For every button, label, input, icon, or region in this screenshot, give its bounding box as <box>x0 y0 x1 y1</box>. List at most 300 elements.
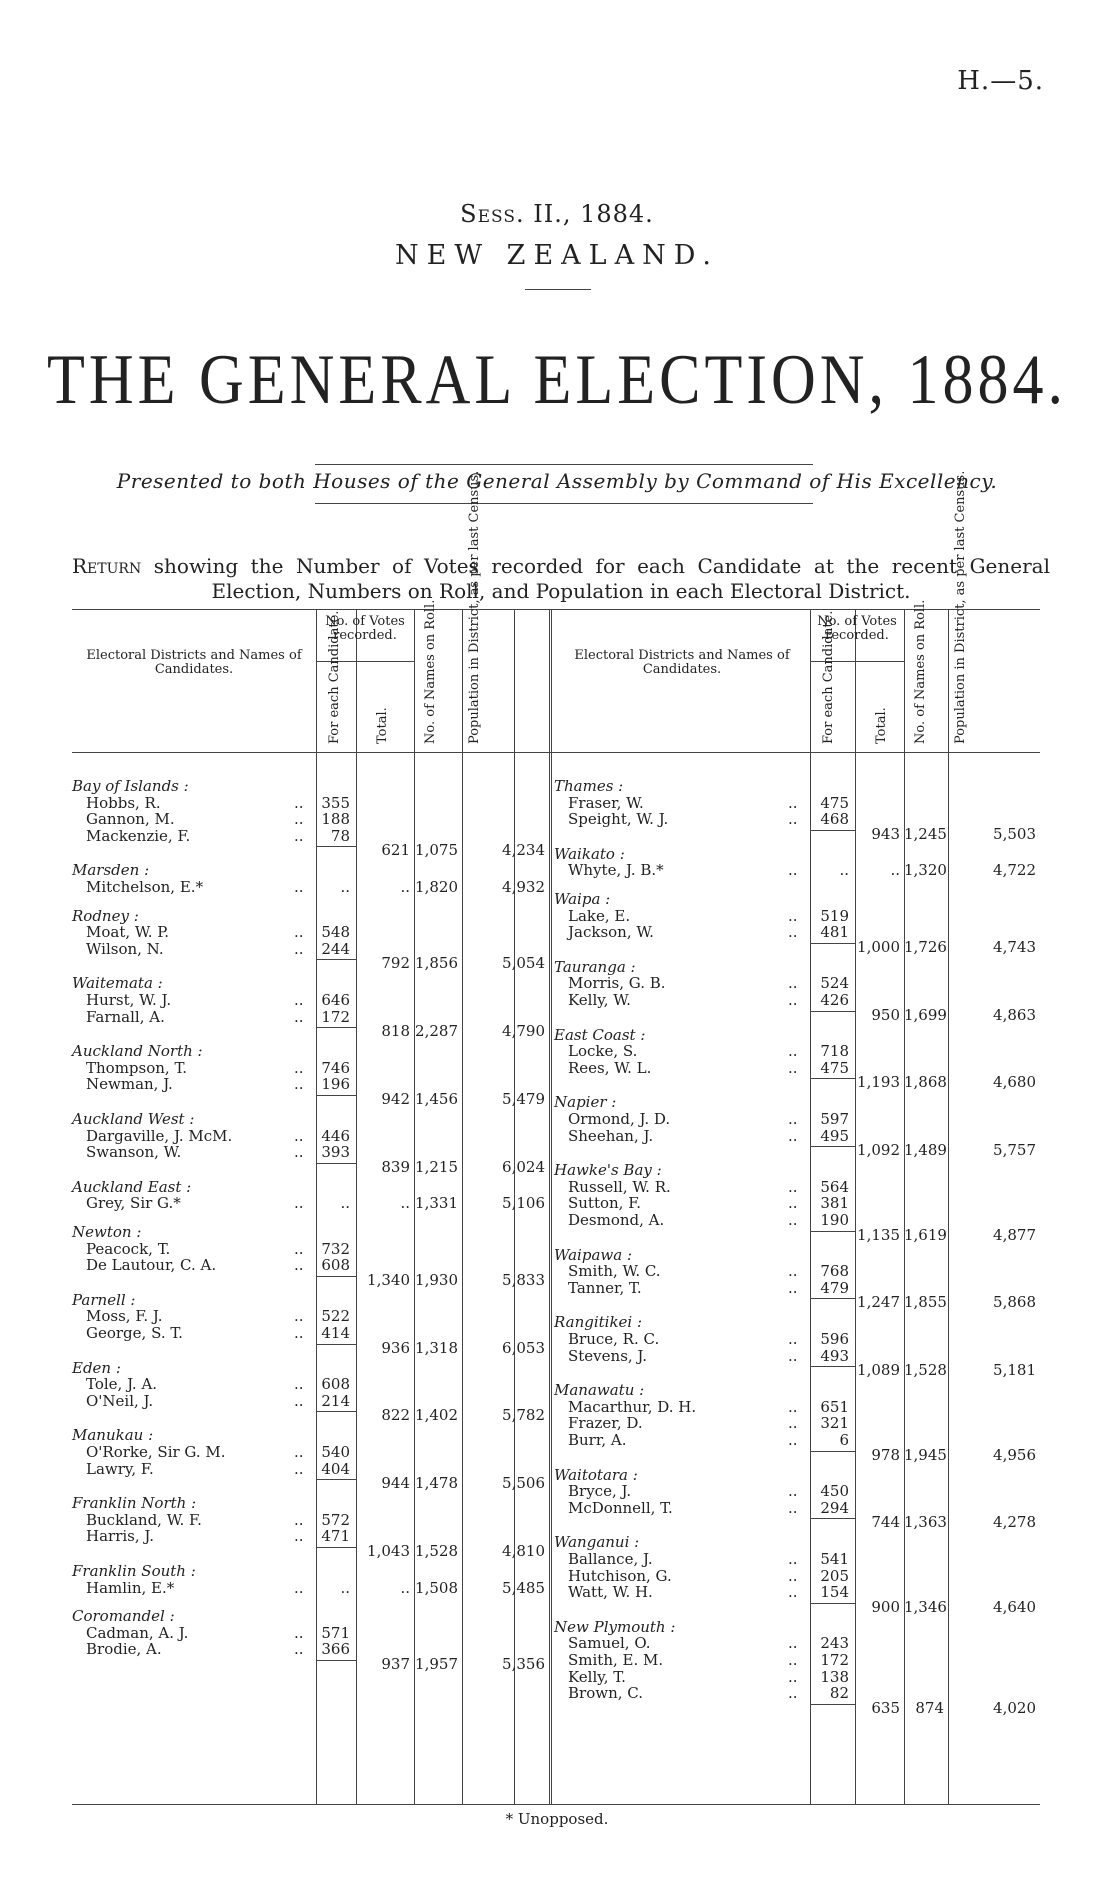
left-for-each-header: For each Candidate. <box>327 610 342 744</box>
table-bottom-rule <box>72 1804 1040 1805</box>
divider-bottom <box>315 503 813 504</box>
right-group-6-candidate-0: Russell, W. R. <box>568 1177 671 1196</box>
left-group-7-leader-0: .. <box>294 1239 304 1258</box>
left-group-13-sum-rule <box>316 1660 356 1661</box>
left-group-11-leader-1: .. <box>294 1527 304 1546</box>
right-group-6-leader-1: .. <box>788 1194 798 1213</box>
right-group-12-total: 635 <box>871 1698 900 1717</box>
left-group-2-total: 792 <box>381 954 410 973</box>
right-group-7-votes-1: 479 <box>820 1278 849 1297</box>
left-group-12-roll: 1,508 <box>415 1578 458 1597</box>
right-group-6-candidate-1: Sutton, F. <box>568 1194 642 1213</box>
left-group-7-total: 1,340 <box>367 1270 410 1289</box>
right-group-12-candidate-2: Kelly, T. <box>568 1667 626 1686</box>
left-group-13-leader-0: .. <box>294 1623 304 1642</box>
left-group-9-district: Eden : <box>72 1358 121 1377</box>
left-group-12-district: Franklin South : <box>72 1562 196 1580</box>
left-group-2-candidate-1: Wilson, N. <box>86 939 164 958</box>
right-group-9-population: 4,956 <box>993 1445 1036 1464</box>
right-group-4-roll: 1,868 <box>904 1073 947 1092</box>
left-votes-header: No. of Votes recorded. <box>325 614 405 643</box>
left-group-5-votes-0: 446 <box>321 1126 350 1145</box>
right-group-4-district: East Coast : <box>554 1025 646 1044</box>
left-group-9-votes-0: 608 <box>321 1375 350 1394</box>
right-group-9-leader-0: .. <box>788 1397 798 1416</box>
right-group-8-votes-1: 493 <box>820 1346 849 1365</box>
left-group-10-candidate-0: O'Rorke, Sir G. M. <box>86 1443 226 1461</box>
left-group-2-population: 5,054 <box>502 954 545 973</box>
left-population-header: Population in District, as per last Census. <box>467 470 482 744</box>
left-group-2-candidate-0: Moat, W. P. <box>86 923 170 942</box>
left-group-4-candidate-1: Newman, J. <box>86 1075 173 1094</box>
right-group-7-roll: 1,855 <box>904 1293 947 1312</box>
right-group-1-votes-0: .. <box>839 861 849 880</box>
right-group-8-candidate-1: Stevens, J. <box>568 1346 648 1365</box>
presented-line: Presented to both Houses of the General Assembly by Command of His Excellency. <box>116 469 998 493</box>
right-group-0-total: 943 <box>871 824 900 843</box>
left-group-4-sum-rule <box>316 1095 356 1096</box>
right-group-3-district: Tauranga : <box>554 957 636 976</box>
right-group-7-total: 1,247 <box>857 1293 900 1312</box>
left-group-3-district: Waitemata : <box>72 974 163 993</box>
left-group-7-candidate-1: De Lautour, C. A. <box>86 1256 217 1275</box>
left-group-10-candidate-1: Lawry, F. <box>86 1459 154 1478</box>
right-group-11-votes-2: 154 <box>820 1583 849 1602</box>
left-group-3-total: 818 <box>381 1022 410 1041</box>
left-group-6-total: .. <box>400 1194 410 1213</box>
divider-short <box>525 289 591 290</box>
center-double-rule <box>549 609 552 1804</box>
right-group-9-total: 978 <box>871 1445 900 1464</box>
right-group-2-population: 4,743 <box>993 937 1036 956</box>
right-group-9-votes-1: 321 <box>820 1414 849 1433</box>
right-group-12-roll: 874 <box>915 1698 944 1717</box>
right-group-4-candidate-1: Rees, W. L. <box>568 1058 652 1077</box>
right-group-4-leader-0: .. <box>788 1042 798 1061</box>
right-group-4-votes-0: 718 <box>820 1042 849 1061</box>
right-group-6-total: 1,135 <box>857 1225 900 1244</box>
right-group-2-votes-1: 481 <box>820 923 849 942</box>
page-title: THE GENERAL ELECTION, 1884. <box>46 340 1068 420</box>
left-group-2-district: Rodney : <box>72 906 139 925</box>
right-group-8-votes-0: 596 <box>820 1330 849 1348</box>
left-group-3-leader-1: .. <box>294 1007 304 1026</box>
right-group-7-sum-rule <box>810 1298 855 1299</box>
left-group-13-votes-0: 571 <box>321 1623 350 1642</box>
right-group-2-roll: 1,726 <box>904 937 947 956</box>
right-group-10-votes-1: 294 <box>820 1498 849 1517</box>
right-group-6-sum-rule <box>810 1231 855 1232</box>
right-group-7-population: 5,868 <box>993 1293 1036 1312</box>
left-group-13-votes-1: 366 <box>321 1640 350 1659</box>
right-group-12-district: New Plymouth : <box>554 1617 676 1636</box>
right-group-9-leader-2: .. <box>788 1431 798 1449</box>
right-group-11-leader-0: .. <box>788 1550 798 1568</box>
left-group-5-candidate-0: Dargaville, J. McM. <box>86 1126 233 1145</box>
right-group-6-population: 4,877 <box>993 1225 1036 1244</box>
left-group-10-votes-1: 404 <box>321 1459 350 1478</box>
left-group-4-votes-0: 746 <box>321 1058 350 1077</box>
left-group-8-sum-rule <box>316 1344 356 1345</box>
return-body: showing the Number of Votes recorded for each Candidate at the recent General Election, Numbers on Roll, and Population in each Electoral District. <box>141 554 1050 603</box>
right-group-12-leader-2: .. <box>788 1667 798 1686</box>
left-group-10-roll: 1,478 <box>415 1474 458 1493</box>
right-group-4-sum-rule <box>810 1078 855 1079</box>
left-group-8-district: Parnell : <box>72 1290 136 1309</box>
left-group-9-population: 5,782 <box>502 1406 545 1425</box>
left-group-6-district: Auckland East : <box>72 1177 192 1196</box>
right-group-5-roll: 1,489 <box>904 1141 947 1160</box>
left-group-8-candidate-1: George, S. T. <box>86 1324 183 1342</box>
left-group-12-population: 5,485 <box>502 1578 545 1597</box>
right-group-2-candidate-0: Lake, E. <box>568 906 631 925</box>
right-group-12-leader-3: .. <box>788 1684 798 1703</box>
left-group-2-votes-1: 244 <box>321 939 350 958</box>
right-group-10-votes-0: 450 <box>820 1482 849 1501</box>
left-group-1-total: .. <box>400 878 410 896</box>
left-group-13-candidate-1: Brodie, A. <box>86 1640 162 1659</box>
right-group-7-candidate-1: Tanner, T. <box>568 1278 642 1297</box>
right-group-11-candidate-2: Watt, W. H. <box>568 1583 653 1602</box>
left-group-9-sum-rule <box>316 1411 356 1412</box>
left-group-2-leader-0: .. <box>294 923 304 942</box>
right-group-8-candidate-0: Bruce, R. C. <box>568 1330 660 1348</box>
left-group-13-roll: 1,957 <box>415 1655 458 1673</box>
left-group-11-district: Franklin North : <box>72 1494 197 1513</box>
right-group-12-votes-0: 243 <box>820 1634 849 1653</box>
right-group-7-leader-1: .. <box>788 1278 798 1297</box>
left-group-2-sum-rule <box>316 959 356 960</box>
left-group-9-leader-0: .. <box>294 1375 304 1394</box>
left-group-3-roll: 2,287 <box>415 1022 458 1041</box>
right-group-11-leader-1: .. <box>788 1566 798 1585</box>
right-group-3-total: 950 <box>871 1005 900 1024</box>
left-group-0-votes-2: 78 <box>330 826 350 845</box>
left-group-8-leader-0: .. <box>294 1307 304 1326</box>
right-group-6-roll: 1,619 <box>904 1225 947 1244</box>
left-group-0-candidate-0: Hobbs, R. <box>86 793 161 812</box>
left-group-7-votes-1: 608 <box>321 1256 350 1275</box>
left-group-13-total: 937 <box>381 1655 410 1673</box>
right-group-3-population: 4,863 <box>993 1005 1036 1024</box>
left-group-9-leader-1: .. <box>294 1391 304 1410</box>
right-group-1-roll: 1,320 <box>904 861 947 880</box>
left-group-13-leader-1: .. <box>294 1640 304 1659</box>
right-group-10-candidate-1: McDonnell, T. <box>568 1498 673 1517</box>
right-group-9-votes-2: 6 <box>839 1431 849 1449</box>
right-group-12-leader-1: .. <box>788 1651 798 1669</box>
right-group-12-candidate-0: Samuel, O. <box>568 1634 651 1653</box>
left-group-8-candidate-0: Moss, F. J. <box>86 1307 163 1326</box>
left-group-11-votes-0: 572 <box>321 1510 350 1529</box>
left-group-0-votes-0: 355 <box>321 793 350 812</box>
right-group-5-district: Napier : <box>554 1093 617 1112</box>
left-group-5-district: Auckland West : <box>72 1110 195 1128</box>
right-group-1-district: Waikato : <box>554 844 625 863</box>
left-group-6-leader-0: .. <box>294 1194 304 1213</box>
left-group-13-population: 5,356 <box>502 1655 545 1673</box>
left-group-3-votes-1: 172 <box>321 1007 350 1026</box>
left-group-1-district: Marsden : <box>72 861 150 880</box>
right-group-8-leader-0: .. <box>788 1330 798 1348</box>
right-group-4-total: 1,193 <box>857 1073 900 1092</box>
left-group-1-candidate-0: Mitchelson, E.* <box>86 878 204 896</box>
right-total-header: Total. <box>874 707 889 744</box>
left-group-3-leader-0: .. <box>294 991 304 1009</box>
left-group-0-leader-2: .. <box>294 826 304 845</box>
left-group-4-votes-1: 196 <box>321 1075 350 1094</box>
right-group-2-total: 1,000 <box>857 937 900 956</box>
left-group-8-roll: 1,318 <box>415 1338 458 1357</box>
left-group-8-population: 6,053 <box>502 1338 545 1357</box>
left-group-13-district: Coromandel : <box>72 1607 175 1626</box>
left-group-10-leader-0: .. <box>294 1443 304 1461</box>
col-rule-right-3 <box>948 609 949 1804</box>
page-ref: H.—5. <box>957 66 1044 96</box>
right-group-9-candidate-0: Macarthur, D. H. <box>568 1397 697 1416</box>
left-group-0-votes-1: 188 <box>321 810 350 829</box>
left-group-3-population: 4,790 <box>502 1022 545 1041</box>
col-rule-right-1 <box>855 609 856 1804</box>
left-group-9-candidate-1: O'Neil, J. <box>86 1391 154 1410</box>
right-group-9-leader-1: .. <box>788 1414 798 1433</box>
right-group-5-candidate-1: Sheehan, J. <box>568 1126 654 1145</box>
left-group-11-population: 4,810 <box>502 1542 545 1560</box>
left-group-9-total: 822 <box>381 1406 410 1425</box>
right-group-6-leader-2: .. <box>788 1211 798 1229</box>
left-group-13-candidate-0: Cadman, A. J. <box>86 1623 189 1642</box>
right-group-0-population: 5,503 <box>993 824 1036 843</box>
left-group-7-roll: 1,930 <box>415 1270 458 1289</box>
left-group-4-roll: 1,456 <box>415 1090 458 1108</box>
right-group-5-votes-1: 495 <box>820 1126 849 1145</box>
left-group-0-leader-0: .. <box>294 793 304 812</box>
right-group-7-leader-0: .. <box>788 1262 798 1281</box>
return-description <box>72 554 1050 604</box>
left-group-8-leader-1: .. <box>294 1324 304 1342</box>
right-group-9-votes-0: 651 <box>820 1397 849 1416</box>
left-group-11-roll: 1,528 <box>415 1542 458 1560</box>
right-group-10-candidate-0: Bryce, J. <box>568 1482 632 1501</box>
left-group-5-leader-1: .. <box>294 1143 304 1162</box>
right-group-5-total: 1,092 <box>857 1141 900 1160</box>
right-group-6-candidate-2: Desmond, A. <box>568 1211 665 1229</box>
left-group-5-total: 839 <box>381 1157 410 1176</box>
left-group-0-sum-rule <box>316 846 356 847</box>
right-group-6-votes-0: 564 <box>820 1177 849 1196</box>
right-group-12-candidate-1: Smith, E. M. <box>568 1651 664 1669</box>
right-group-2-leader-0: .. <box>788 906 798 925</box>
right-roll-header: No. of Names on Roll. <box>913 599 928 744</box>
left-group-8-total: 936 <box>381 1338 410 1357</box>
right-group-3-leader-0: .. <box>788 974 798 993</box>
col-rule-right-2 <box>904 609 905 1804</box>
left-group-3-candidate-1: Farnall, A. <box>86 1007 165 1026</box>
left-group-6-candidate-0: Grey, Sir G.* <box>86 1194 181 1213</box>
right-group-3-candidate-1: Kelly, W. <box>568 991 631 1009</box>
right-group-11-roll: 1,346 <box>904 1597 947 1616</box>
left-group-0-population: 4,234 <box>502 841 545 860</box>
right-for-each-header: For each Candidate. <box>821 610 836 744</box>
left-group-4-district: Auckland North : <box>72 1042 203 1061</box>
right-group-0-candidate-1: Speight, W. J. <box>568 810 669 829</box>
right-group-12-votes-2: 138 <box>820 1667 849 1686</box>
left-group-11-candidate-1: Harris, J. <box>86 1527 155 1546</box>
right-group-2-sum-rule <box>810 943 855 944</box>
left-group-4-total: 942 <box>381 1090 410 1108</box>
right-group-4-candidate-0: Locke, S. <box>568 1042 638 1061</box>
right-group-8-roll: 1,528 <box>904 1361 947 1380</box>
left-group-10-population: 5,506 <box>502 1474 545 1493</box>
right-group-11-leader-2: .. <box>788 1583 798 1602</box>
left-total-header: Total. <box>375 707 390 744</box>
left-district-header: Electoral Districts and Names of Candidates. <box>86 648 302 677</box>
right-group-0-candidate-0: Fraser, W. <box>568 793 644 812</box>
left-group-12-leader-0: .. <box>294 1578 304 1597</box>
right-group-5-population: 5,757 <box>993 1141 1036 1160</box>
right-group-5-candidate-0: Ormond, J. D. <box>568 1110 671 1128</box>
left-group-0-candidate-2: Mackenzie, F. <box>86 826 191 845</box>
right-group-12-votes-3: 82 <box>829 1684 849 1703</box>
right-group-3-votes-1: 426 <box>820 991 849 1009</box>
right-group-8-total: 1,089 <box>857 1361 900 1380</box>
right-group-1-total: .. <box>890 861 900 880</box>
right-group-10-roll: 1,363 <box>904 1513 947 1532</box>
left-group-6-roll: 1,331 <box>415 1194 458 1213</box>
left-group-3-sum-rule <box>316 1027 356 1028</box>
right-group-4-leader-1: .. <box>788 1058 798 1077</box>
right-group-12-population: 4,020 <box>993 1698 1036 1717</box>
right-group-11-population: 4,640 <box>993 1597 1036 1616</box>
left-group-0-district: Bay of Islands : <box>72 777 189 795</box>
right-group-9-sum-rule <box>810 1451 855 1452</box>
right-group-2-candidate-1: Jackson, W. <box>568 923 654 942</box>
left-group-0-total: 621 <box>381 841 410 860</box>
right-group-10-sum-rule <box>810 1518 855 1519</box>
left-group-2-roll: 1,856 <box>415 954 458 973</box>
right-group-9-district: Manawatu : <box>554 1381 645 1400</box>
left-group-10-leader-1: .. <box>294 1459 304 1478</box>
left-group-7-population: 5,833 <box>502 1270 545 1289</box>
right-group-11-total: 900 <box>871 1597 900 1616</box>
left-group-0-roll: 1,075 <box>415 841 458 860</box>
left-group-10-votes-0: 540 <box>321 1443 350 1461</box>
right-group-11-district: Wanganui : <box>554 1533 640 1552</box>
left-group-1-roll: 1,820 <box>415 878 458 896</box>
left-group-1-leader-0: .. <box>294 878 304 896</box>
left-group-12-votes-0: .. <box>340 1578 350 1597</box>
right-group-3-candidate-0: Morris, G. B. <box>568 974 666 993</box>
left-group-6-votes-0: .. <box>340 1194 350 1213</box>
table-head-rule <box>72 752 1040 753</box>
left-group-5-population: 6,024 <box>502 1157 545 1176</box>
left-group-1-votes-0: .. <box>340 878 350 896</box>
right-group-2-district: Waipa : <box>554 890 611 908</box>
right-group-9-candidate-2: Burr, A. <box>568 1431 627 1449</box>
right-group-9-roll: 1,945 <box>904 1445 947 1464</box>
left-group-10-district: Manukau : <box>72 1426 154 1445</box>
right-group-10-leader-0: .. <box>788 1482 798 1501</box>
left-group-12-total: .. <box>400 1578 410 1597</box>
left-group-8-votes-1: 414 <box>321 1324 350 1342</box>
left-group-7-votes-0: 732 <box>321 1239 350 1258</box>
left-group-0-candidate-1: Gannon, M. <box>86 810 175 829</box>
right-group-2-leader-1: .. <box>788 923 798 942</box>
right-group-5-leader-1: .. <box>788 1126 798 1145</box>
left-group-10-total: 944 <box>381 1474 410 1493</box>
right-group-6-leader-0: .. <box>788 1177 798 1196</box>
right-group-6-votes-1: 381 <box>820 1194 849 1213</box>
right-group-5-votes-0: 597 <box>820 1110 849 1128</box>
right-group-11-votes-0: 541 <box>820 1550 849 1568</box>
left-group-2-votes-0: 548 <box>321 923 350 942</box>
left-group-7-candidate-0: Peacock, T. <box>86 1239 171 1258</box>
left-group-9-candidate-0: Tole, J. A. <box>86 1375 158 1394</box>
left-group-7-leader-1: .. <box>294 1256 304 1275</box>
right-group-7-votes-0: 768 <box>820 1262 849 1281</box>
right-group-0-leader-1: .. <box>788 810 798 829</box>
right-group-2-votes-0: 519 <box>820 906 849 925</box>
right-votes-header: No. of Votes recorded. <box>817 614 897 643</box>
right-group-11-candidate-0: Ballance, J. <box>568 1550 653 1568</box>
left-roll-header: No. of Names on Roll. <box>423 599 438 744</box>
left-group-4-candidate-0: Thompson, T. <box>86 1058 188 1077</box>
right-group-0-sum-rule <box>810 830 855 831</box>
right-group-11-sum-rule <box>810 1603 855 1604</box>
left-group-11-sum-rule <box>316 1547 356 1548</box>
left-group-7-sum-rule <box>316 1276 356 1277</box>
right-group-12-candidate-3: Brown, C. <box>568 1684 643 1703</box>
right-group-8-population: 5,181 <box>993 1361 1036 1380</box>
right-group-0-roll: 1,245 <box>904 824 947 843</box>
right-group-1-candidate-0: Whyte, J. B.* <box>568 861 664 880</box>
right-group-1-leader-0: .. <box>788 861 798 880</box>
left-group-3-candidate-0: Hurst, W. J. <box>86 991 172 1009</box>
right-group-0-district: Thames : <box>554 777 624 795</box>
right-group-8-sum-rule <box>810 1366 855 1367</box>
left-group-9-votes-1: 214 <box>321 1391 350 1410</box>
right-group-10-district: Waitotara : <box>554 1465 638 1484</box>
left-group-12-candidate-0: Hamlin, E.* <box>86 1578 175 1597</box>
left-group-5-leader-0: .. <box>294 1126 304 1145</box>
right-group-0-votes-1: 468 <box>820 810 849 829</box>
right-group-4-population: 4,680 <box>993 1073 1036 1092</box>
left-group-5-roll: 1,215 <box>415 1157 458 1176</box>
left-group-5-sum-rule <box>316 1163 356 1164</box>
return-lead: Return <box>72 554 142 578</box>
right-group-10-total: 744 <box>871 1513 900 1532</box>
left-group-8-votes-0: 522 <box>321 1307 350 1326</box>
right-group-10-leader-1: .. <box>788 1498 798 1517</box>
right-group-3-leader-1: .. <box>788 991 798 1009</box>
left-group-0-leader-1: .. <box>294 810 304 829</box>
left-group-1-population: 4,932 <box>502 878 545 896</box>
right-group-10-population: 4,278 <box>993 1513 1036 1532</box>
right-group-12-sum-rule <box>810 1704 855 1705</box>
right-group-1-population: 4,722 <box>993 861 1036 880</box>
footnote: * Unopposed. <box>505 1810 609 1828</box>
left-group-9-roll: 1,402 <box>415 1406 458 1425</box>
right-group-5-sum-rule <box>810 1146 855 1147</box>
left-group-4-population: 5,479 <box>502 1090 545 1108</box>
right-group-8-leader-1: .. <box>788 1346 798 1365</box>
left-group-10-sum-rule <box>316 1479 356 1480</box>
right-group-7-district: Waipawa : <box>554 1245 633 1264</box>
left-group-11-leader-0: .. <box>294 1510 304 1529</box>
country-line: NEW ZEALAND. <box>395 240 719 271</box>
right-population-header: Population in District, as per last Census. <box>953 470 968 744</box>
right-group-6-votes-2: 190 <box>820 1211 849 1229</box>
